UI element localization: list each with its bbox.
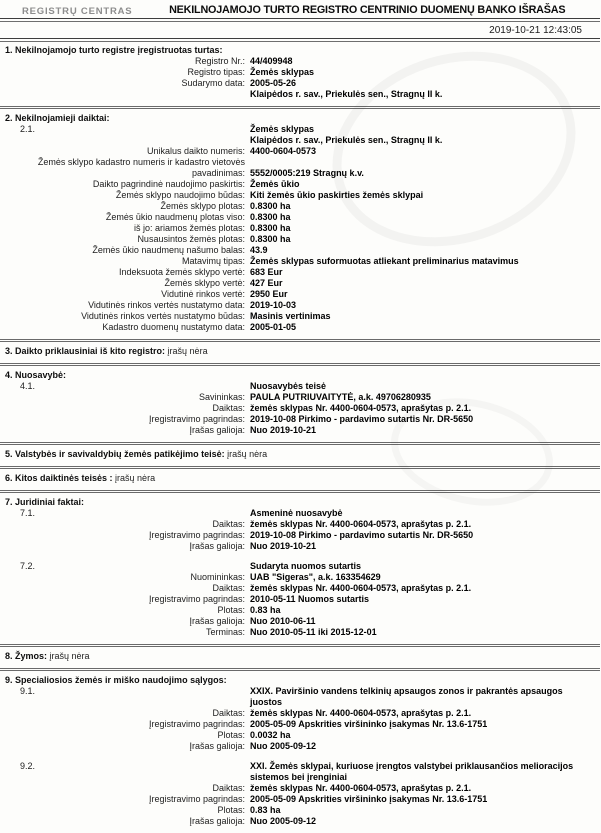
field-label: Žemės sklypo vertė: <box>164 278 245 288</box>
document-title: NEKILNOJAMOJO TURTO REGISTRO CENTRINIO DUOMENŲ BANKO IŠRAŠAS <box>169 4 566 16</box>
field-value: 683 Eur <box>250 267 283 277</box>
field-value: 0.83 ha <box>250 805 281 815</box>
field-row <box>0 201 600 212</box>
field-row <box>0 519 600 530</box>
field-value: 0.8300 ha <box>250 234 291 244</box>
field-label: Registro Nr.: <box>194 56 245 66</box>
field-label: Įregistravimo pagrindas: <box>148 594 245 604</box>
field-value: Klaipėdos r. sav., Priekulės sen., Stragnų II k. <box>250 89 443 99</box>
field-row <box>0 157 600 168</box>
field-value: žemės sklypas Nr. 4400-0604-0573, aprašytas p. 2.1. <box>250 519 472 529</box>
field-label: Žemės sklypo naudojimo būdas: <box>115 190 245 200</box>
section-heading: 9. Specialiosios žemės ir miško naudojimo sąlygos: <box>5 675 227 685</box>
section-heading-row <box>0 473 600 484</box>
field-row <box>0 381 600 392</box>
section-heading: 1. Nekilnojamojo turto registre įregistruotas turtas: <box>5 45 223 55</box>
field-label: Daiktas: <box>212 708 245 718</box>
field-value: Žemės ūkio <box>250 179 300 189</box>
section-1 <box>0 42 600 106</box>
entry-2-1 <box>0 124 600 333</box>
section-heading-row <box>0 45 600 56</box>
entry-7-2 <box>0 561 600 638</box>
field-row <box>0 425 600 436</box>
field-value: PAULA PUTRIUVAITYTĖ, a.k. 49706280935 <box>250 392 431 402</box>
field-value: Kiti žemės ūkio paskirties žemės sklypai <box>250 190 424 200</box>
field-row <box>0 708 600 719</box>
field-label: Nusausintos žemės plotas: <box>137 234 245 244</box>
entry-7-1 <box>0 508 600 552</box>
field-row <box>0 223 600 234</box>
field-value: 2005-05-09 Apskrities viršininko įsakymas Nr. 13.6-1751 <box>250 719 488 729</box>
field-label: Įrašas galioja: <box>189 816 245 826</box>
field-value: 44/409948 <box>250 56 293 66</box>
field-label: Įregistravimo pagrindas: <box>148 794 245 804</box>
field-row <box>0 311 600 322</box>
section-2 <box>0 106 600 339</box>
section-heading-row <box>0 346 600 357</box>
entry-4-1 <box>0 381 600 436</box>
field-value: 4400-0604-0573 <box>250 146 317 156</box>
field-row <box>0 392 600 403</box>
field-row <box>0 256 600 267</box>
section-9 <box>0 668 600 833</box>
field-row <box>0 508 600 519</box>
field-label: Žemės sklypo kadastro numeris ir kadastro vietovės <box>37 157 245 167</box>
field-label: Vidutinė rinkos vertė: <box>161 289 245 299</box>
field-row <box>0 805 600 816</box>
section-heading: 8. Žymos: <box>5 651 48 661</box>
entry-9-2 <box>0 761 600 827</box>
section-heading: 2. Nekilnojamieji daiktai: <box>5 113 110 123</box>
field-row <box>0 583 600 594</box>
section-inline-value: įrašų nėra <box>112 473 156 483</box>
field-label: Nuomininkas: <box>190 572 245 582</box>
field-row <box>0 761 600 783</box>
section-heading-row <box>0 651 600 662</box>
field-value: Masinis vertinimas <box>250 311 331 321</box>
field-label: Plotas: <box>217 730 245 740</box>
field-label: iš jo: ariamos žemės plotas: <box>133 223 245 233</box>
field-row <box>0 686 600 708</box>
field-label: Įregistravimo pagrindas: <box>148 530 245 540</box>
field-row <box>0 289 600 300</box>
field-value: 0.83 ha <box>250 605 281 615</box>
field-row <box>0 300 600 311</box>
section-heading: 6. Kitos daiktinės teisės : <box>5 473 113 483</box>
field-value: žemės sklypas Nr. 4400-0604-0573, aprašytas p. 2.1. <box>250 708 472 718</box>
section-heading: 4. Nuosavybė: <box>5 370 67 380</box>
field-value: 2019-10-08 Pirkimo - pardavimo sutartis Nr. DR-5650 <box>250 414 474 424</box>
section-heading-row <box>0 449 600 460</box>
sections <box>0 42 600 833</box>
field-value: Nuo 2005-09-12 <box>250 816 317 826</box>
field-row <box>0 541 600 552</box>
field-row <box>0 267 600 278</box>
field-value: Žemės sklypas <box>250 124 315 134</box>
field-row <box>0 135 600 146</box>
field-row <box>0 146 600 157</box>
field-value: 2950 Eur <box>250 289 288 299</box>
field-row <box>0 794 600 805</box>
field-row <box>0 616 600 627</box>
field-label: Įregistravimo pagrindas: <box>148 414 245 424</box>
field-value: Nuosavybės teisė <box>250 381 327 391</box>
field-label: Kadastro duomenų nustatymo data: <box>102 322 245 332</box>
section-heading-row <box>0 113 600 124</box>
section-inline-value: įrašų nėra <box>47 651 90 661</box>
field-row <box>0 403 600 414</box>
field-label: Sudarymo data: <box>181 78 245 88</box>
field-value: 2019-10-08 Pirkimo - pardavimo sutartis Nr. DR-5650 <box>250 530 474 540</box>
document-header <box>0 0 600 18</box>
field-row <box>0 783 600 794</box>
field-row <box>0 627 600 638</box>
field-label: Daikto pagrindinė naudojimo paskirtis: <box>92 179 245 189</box>
field-value: 427 Eur <box>250 278 283 288</box>
field-label: Plotas: <box>217 805 245 815</box>
field-row <box>0 719 600 730</box>
field-label: Savininkas: <box>198 392 245 402</box>
field-row <box>0 741 600 752</box>
field-value: 0.8300 ha <box>250 212 291 222</box>
field-row <box>0 322 600 333</box>
field-value: XXIX. Paviršinio vandens telkinių apsaugos zonos ir pakrantės apsaugos juostos <box>250 686 563 707</box>
field-row <box>0 530 600 541</box>
field-row <box>0 89 600 100</box>
entry-9-1 <box>0 686 600 752</box>
entry-number: 7.2. <box>20 561 36 571</box>
field-value: Žemės sklypas suformuotas atliekant preliminarius matavimus <box>250 256 519 266</box>
registru-centras-logo: REGISTRŲ CENTRAS <box>22 6 133 17</box>
field-label: Matavimų tipas: <box>181 256 245 266</box>
field-value: 0.8300 ha <box>250 223 291 233</box>
field-value: 0.8300 ha <box>250 201 291 211</box>
field-value: Sudaryta nuomos sutartis <box>250 561 362 571</box>
field-value: žemės sklypas Nr. 4400-0604-0573, aprašytas p. 2.1. <box>250 783 472 793</box>
field-row <box>0 561 600 572</box>
field-value: žemės sklypas Nr. 4400-0604-0573, aprašytas p. 2.1. <box>250 583 472 593</box>
field-row <box>0 67 600 78</box>
field-value: XXI. Žemės sklypai, kuriuose įrengtos valstybei priklausančios melioracijos sistemos bei įrenginiai <box>250 761 574 782</box>
field-value: Nuo 2005-09-12 <box>250 741 317 751</box>
field-value: UAB "Sigeras", a.k. 163354629 <box>250 572 381 582</box>
field-label: pavadinimas: <box>191 168 245 178</box>
field-label: Daiktas: <box>212 519 245 529</box>
entry-number: 9.2. <box>20 761 36 771</box>
field-label: Vidutinės rinkos vertės nustatymo būdas: <box>81 311 245 321</box>
section-heading: 3. Daikto priklausiniai iš kito registro: <box>5 346 166 356</box>
field-row <box>0 190 600 201</box>
field-row <box>0 56 600 67</box>
field-value: 2005-05-09 Apskrities viršininko įsakymas Nr. 13.6-1751 <box>250 794 488 804</box>
field-row <box>0 78 600 89</box>
field-label: Plotas: <box>217 605 245 615</box>
field-value: 2019-10-03 <box>250 300 297 310</box>
field-value: žemės sklypas Nr. 4400-0604-0573, aprašytas p. 2.1. <box>250 403 472 413</box>
section-heading-row <box>0 370 600 381</box>
field-value: 43.9 <box>250 245 268 255</box>
field-value: 2005-01-05 <box>250 322 297 332</box>
field-label: Registro tipas: <box>187 67 245 77</box>
section-inline-value: įrašų nėra <box>165 346 208 356</box>
section-heading-row <box>0 675 600 686</box>
field-row <box>0 245 600 256</box>
field-value: Asmeninė nuosavybė <box>250 508 343 518</box>
field-label: Žemės ūkio naudmenų našumo balas: <box>92 245 245 255</box>
field-label: Daiktas: <box>212 403 245 413</box>
field-value: Žemės sklypas <box>250 67 315 77</box>
field-value: Nuo 2019-10-21 <box>250 541 317 551</box>
entry <box>0 56 600 100</box>
field-row <box>0 278 600 289</box>
field-row <box>0 179 600 190</box>
section-heading-row <box>0 497 600 508</box>
section-7 <box>0 490 600 644</box>
timestamp-row <box>0 22 600 38</box>
field-value: 0.0032 ha <box>250 730 291 740</box>
field-label: Įrašas galioja: <box>189 425 245 435</box>
field-value: Nuo 2010-06-11 <box>250 616 316 626</box>
field-value: 2010-05-11 Nuomos sutartis <box>250 594 370 604</box>
section-6 <box>0 466 600 490</box>
section-heading: 7. Juridiniai faktai: <box>5 497 85 507</box>
field-value: 5552/0005:219 Stragnų k.v. <box>250 168 364 178</box>
entry-number: 9.1. <box>20 686 36 696</box>
generated-timestamp: 2019-10-21 12:43:05 <box>489 25 582 36</box>
field-label: Daiktas: <box>212 583 245 593</box>
field-value: 2005-05-26 <box>250 78 297 88</box>
field-label: Daiktas: <box>212 783 245 793</box>
field-row <box>0 234 600 245</box>
entry-number: 2.1. <box>20 124 36 134</box>
section-5 <box>0 442 600 466</box>
field-label: Unikalus daikto numeris: <box>146 146 245 156</box>
field-label: Žemės ūkio naudmenų plotas viso: <box>105 212 245 222</box>
field-row <box>0 605 600 616</box>
field-row <box>0 816 600 827</box>
section-heading: 5. Valstybės ir savivaldybių žemės patikėjimo teisė: <box>5 449 225 459</box>
field-label: Žemės sklypo plotas: <box>160 201 245 211</box>
field-label: Įrašas galioja: <box>189 616 245 626</box>
field-row <box>0 594 600 605</box>
field-label: Vidutinės rinkos vertės nustatymo data: <box>88 300 245 310</box>
field-label: Įregistravimo pagrindas: <box>148 719 245 729</box>
field-label: Įrašas galioja: <box>189 741 245 751</box>
field-value: Klaipėdos r. sav., Priekulės sen., Stragnų II k. <box>250 135 443 145</box>
entry-number: 7.1. <box>20 508 36 518</box>
field-label: Indeksuota žemės sklypo vertė: <box>118 267 245 277</box>
field-row <box>0 124 600 135</box>
entry-number: 4.1. <box>20 381 36 391</box>
section-3 <box>0 339 600 363</box>
field-row <box>0 168 600 179</box>
field-row <box>0 414 600 425</box>
field-row <box>0 212 600 223</box>
field-label: Įrašas galioja: <box>189 541 245 551</box>
field-row <box>0 572 600 583</box>
field-label: Terminas: <box>205 627 245 637</box>
section-4 <box>0 363 600 442</box>
section-8 <box>0 644 600 668</box>
field-value: Nuo 2019-10-21 <box>250 425 317 435</box>
section-inline-value: įrašų nėra <box>224 449 268 459</box>
field-row <box>0 730 600 741</box>
field-value: Nuo 2010-05-11 iki 2015-12-01 <box>250 627 377 637</box>
